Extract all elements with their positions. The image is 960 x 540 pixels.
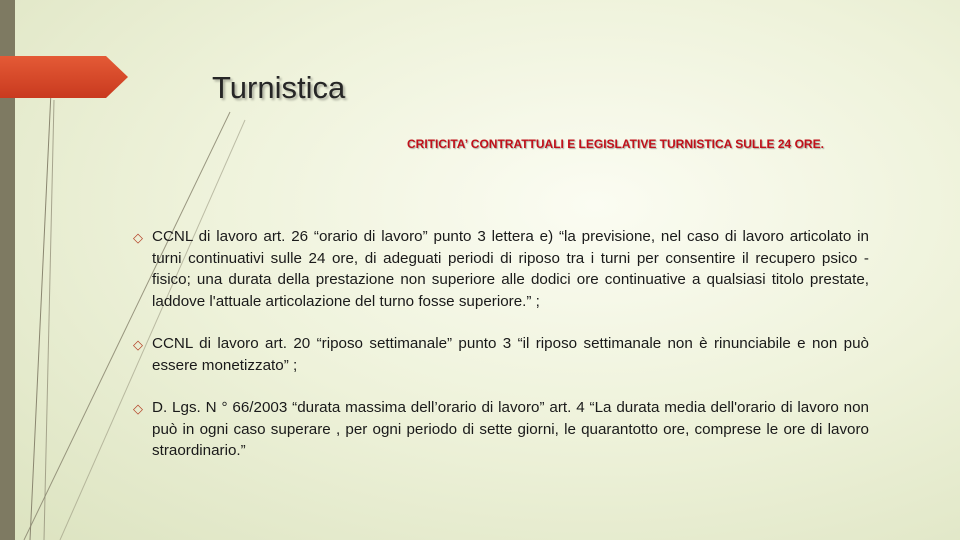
bullet-text: CCNL di lavoro art. 20 “riposo settimanale” punto 3 “il riposo settimanale non è rinunciabile e non può essere monetizzato” ; bbox=[152, 335, 869, 374]
red-arrow-tab bbox=[0, 56, 128, 98]
bullet-list bbox=[133, 226, 869, 483]
bullet-text: CCNL di lavoro art. 26 “orario di lavoro” punto 3 lettera e) “la previsione, nel caso di lavoro articolato in turni continuativi sulle 24 ore, di adeguati periodi di riposo tra i turni per consentire il recupero psico - fisico; una durata della prestazione non superiore alle dodici ore continuative a qualsiasi titolo prestate, laddove l'attuale articolazione del turno fosse superiore.” ; bbox=[152, 228, 869, 310]
slide-subtitle: CRITICITA’ CONTRATTUALI E LEGISLATIVE TURNISTICA SULLE 24 ORE. bbox=[407, 137, 824, 151]
bullet-item bbox=[133, 397, 869, 462]
diamond-outline-icon: ◇ bbox=[133, 337, 143, 352]
bullet-text: D. Lgs. N ° 66/2003 “durata massima dell’orario di lavoro” art. 4 “La durata media dell'orario di lavoro non può in ogni caso superare , per ogni periodo di sette giorni, le quarantotto ore, comprese le ore di lavoro straordinario.” bbox=[152, 399, 869, 459]
diamond-outline-icon: ◇ bbox=[133, 230, 143, 245]
bullet-item bbox=[133, 333, 869, 376]
slide-title: Turnistica bbox=[212, 70, 346, 105]
bullet-item bbox=[133, 226, 869, 312]
diamond-outline-icon: ◇ bbox=[133, 401, 143, 416]
